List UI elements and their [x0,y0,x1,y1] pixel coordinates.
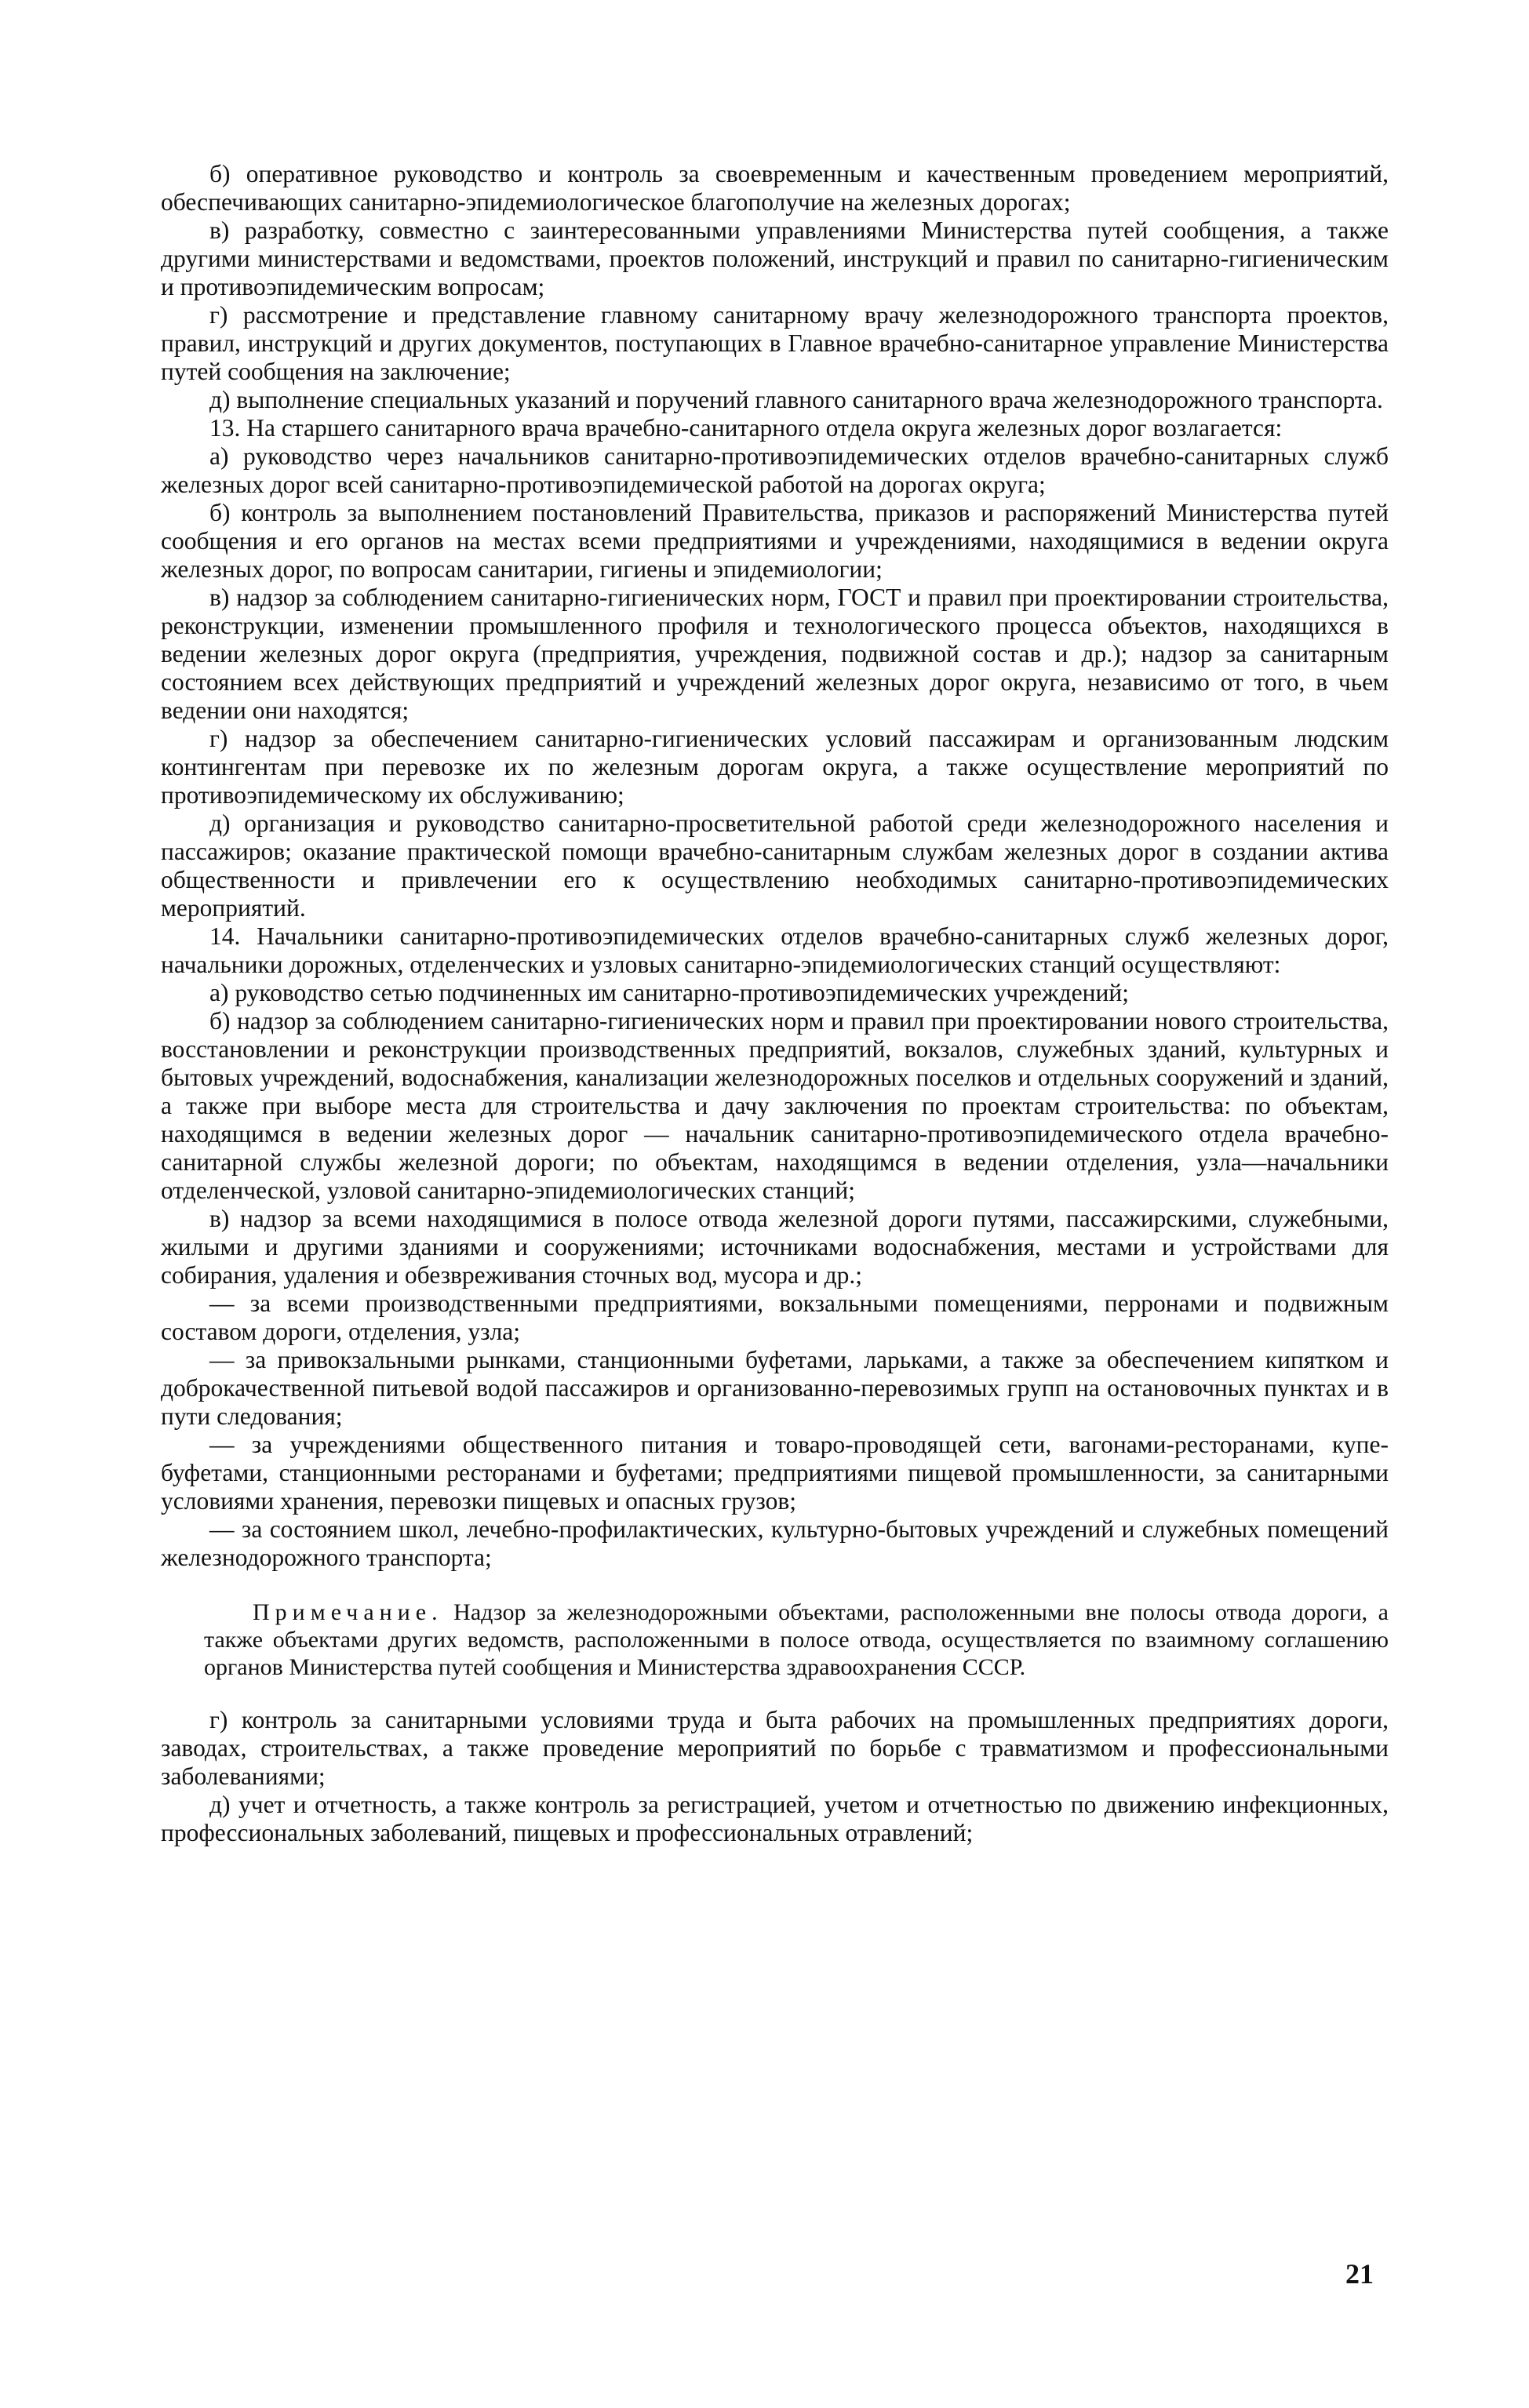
paragraph: в) надзор за всеми находящимися в полосе отвода железной дороги путями, пассажирскими, служебными, жилыми и другими зданиями и сооружениями; источниками водоснабжения, местами и устройствами для собирания, удаления и обезвреживания сточных вод, мусора и др.; [161,1205,1389,1289]
section-14-heading: 14. Начальники санитарно-противоэпидемических отделов врачебно-санитарных служб железных дорог, начальники дорожных, отделенческих и узловых санитарно-эпидемиологических станций осуществляют: [161,922,1389,978]
section-13-heading: 13. На старшего санитарного врача врачебно-санитарного отдела округа железных дорог возлагается: [209,414,1283,442]
body-text [161,160,1389,1847]
paragraph: д) учет и отчетность, а также контроль за регистрацией, учетом и отчетностью по движению инфекционных, профессиональных заболеваний, пищевых и профессиональных отравлений; [161,1791,1389,1846]
dash-item: — за учреждениями общественного питания и товаро-проводящей сети, вагонами-ресторанами, купе-буфетами, станционными ресторанами и буфетами; предприятиями пищевой промышленности, за санитарными условиями хранения, перевозки пищевых и опасных грузов; [161,1431,1389,1515]
paragraph: а) руководство через начальников санитарно-противоэпидемических отделов врачебно-санитарных служб железных дорог всей санитарно-противоэпидемической работой на дорогах округа; [161,442,1389,498]
paragraph: г) надзор за обеспечением санитарно-гигиенических условий пассажирам и организованным людским контингентам при перевозке их по железным дорогам округа, а также осуществление мероприятий по противоэпидемическому их обслуживанию; [161,725,1389,809]
paragraph: д) организация и руководство санитарно-просветительной работой среди железнодорожного населения и пассажиров; оказание практической помощи врачебно-санитарным службам железных дорог в создании актива общественности и привлечении его к осуществлению необходимых санитарно-противоэпидемических мероприятий. [161,809,1389,922]
paragraph: а) руководство сетью подчиненных им санитарно-противоэпидемических учреждений; [209,979,1129,1006]
paragraph: б) контроль за выполнением постановлений Правительства, приказов и распоряжений Министерства путей сообщения и его органов на местах всеми предприятиями и учреждениями, находящимися в ведении округа железных дорог, по вопросам санитарии, гигиены и эпидемиологии; [161,499,1389,583]
note [161,1599,1389,1681]
note-label: Примечание. [253,1599,443,1625]
page-number: 21 [1345,2258,1374,2290]
dash-item: — за привокзальными рынками, станционными буфетами, ларьками, а также за обеспечением кипятком и доброкачественной питьевой водой пассажиров и организованно-перевозимых групп на остановочных пунктах и в пути следования; [161,1346,1389,1430]
note-text: Надзор за железнодорожными объектами, расположенными вне полосы отвода дороги, а также объектами других ведомств, расположенными в полосе отвода, осуществляется по взаимному соглашению органов Министерства путей сообщения и Министерства здравоохранения СССР. [204,1599,1389,1680]
paragraph: в) надзор за соблюдением санитарно-гигиенических норм, ГОСТ и правил при проектировании строительства, реконструкции, изменении промышленного профиля и технологического процесса объектов, находящихся в ведении железных дорог округа (предприятия, учреждения, подвижной состав и др.); надзор за санитарным состоянием всех действующих предприятий и учреждений железных дорог округа, независимо от того, в чьем ведении они находятся; [161,584,1389,724]
paragraph: г) контроль за санитарными условиями труда и быта рабочих на промышленных предприятиях дороги, заводах, строительствах, а также проведение мероприятий по борьбе с травматизмом и профессиональными заболеваниями; [161,1706,1389,1790]
paragraph: г) рассмотрение и представление главному санитарному врачу железнодорожного транспорта проектов, правил, инструкций и других документов, поступающих в Главное врачебно-санитарное управление Министерства путей сообщения на заключение; [161,301,1389,385]
dash-item: — за состоянием школ, лечебно-профилактических, культурно-бытовых учреждений и служебных помещений железнодорожного транспорта; [161,1515,1389,1571]
paragraph: д) выполнение специальных указаний и поручений главного санитарного врача железнодорожного транспорта. [209,386,1383,413]
dash-item: — за всеми производственными предприятиями, вокзальными помещениями, перронами и подвижным составом дороги, отделения, узла; [161,1289,1389,1345]
paragraph: в) разработку, совместно с заинтересованными управлениями Министерства путей сообщения, а также другими министерствами и ведомствами, проектов положений, инструкций и правил по санитарно-гигиеническим и противоэпидемическим вопросам; [161,216,1389,300]
paragraph: б) оперативное руководство и контроль за своевременным и качественным проведением мероприятий, обеспечивающих санитарно-эпидемиологическое благополучие на железных дорогах; [161,160,1389,216]
paragraph: б) надзор за соблюдением санитарно-гигиенических норм и правил при проектировании нового строительства, восстановлении и реконструкции производственных предприятий, вокзалов, служебных зданий, культурных и бытовых учреждений, водоснабжения, канализации железнодорожных поселков и отдельных сооружений и зданий, а также при выборе места для строительства и дачу заключения по проектам строительства: по объектам, находящимся в ведении железных дорог — начальник санитарно-противоэпидемического отдела врачебно-санитарной службы железной дороги; по объектам, находящимся в ведении отделения, узла—начальники отделенческой, узловой санитарно-эпидемиологических станций; [161,1007,1389,1204]
